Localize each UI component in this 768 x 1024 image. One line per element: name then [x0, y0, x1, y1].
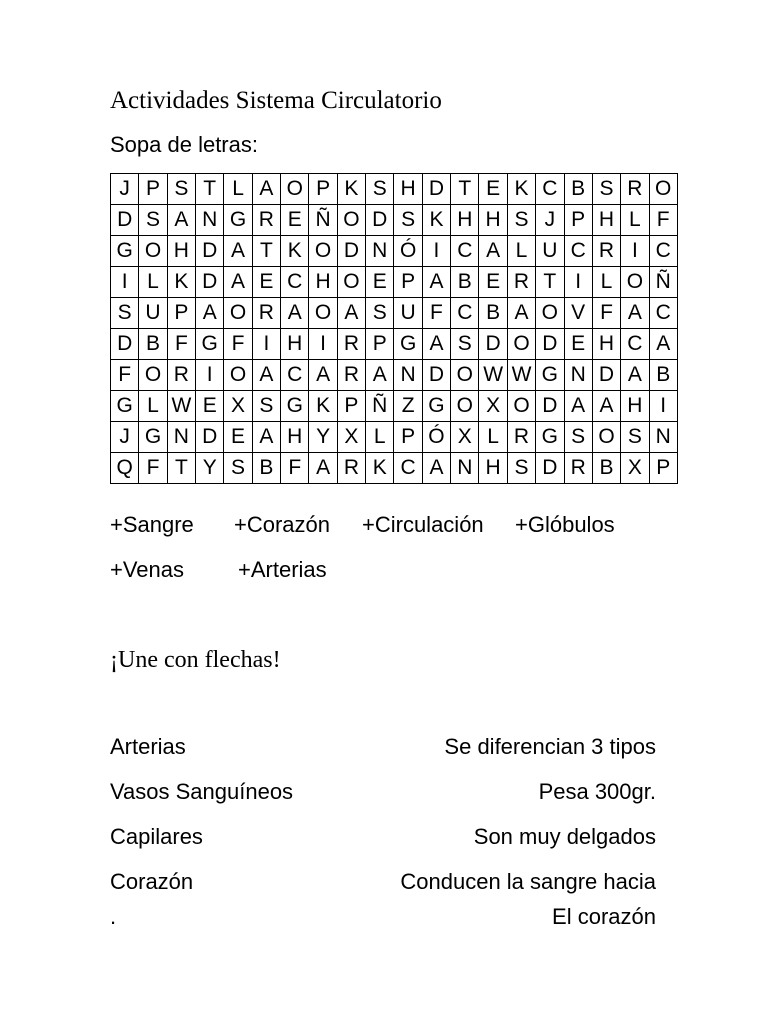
grid-cell: F [139, 453, 167, 484]
grid-cell: Y [196, 453, 224, 484]
matching-row [110, 868, 656, 896]
grid-cell: Q [111, 453, 139, 484]
grid-cell: B [592, 453, 620, 484]
matching-row [110, 903, 656, 931]
grid-cell: A [366, 360, 394, 391]
grid-cell: B [252, 453, 280, 484]
grid-cell: A [422, 453, 450, 484]
grid-cell: L [507, 236, 535, 267]
grid-cell: C [649, 236, 677, 267]
grid-cell: D [536, 391, 564, 422]
matching-left-term: Arterias [110, 734, 186, 759]
grid-cell: E [281, 205, 309, 236]
grid-cell: R [507, 422, 535, 453]
grid-cell: K [337, 174, 365, 205]
grid-cell: L [592, 267, 620, 298]
grid-cell: X [224, 391, 252, 422]
grid-cell: A [224, 236, 252, 267]
grid-cell: E [479, 267, 507, 298]
matching-left-term: Vasos Sanguíneos [110, 779, 294, 804]
page-title: Actividades Sistema Circulatorio [110, 87, 442, 114]
grid-cell: C [621, 329, 649, 360]
grid-cell: O [224, 298, 252, 329]
grid-cell: F [111, 360, 139, 391]
grid-cell: A [621, 298, 649, 329]
grid-cell: J [536, 205, 564, 236]
grid-cell: L [224, 174, 252, 205]
grid-cell: S [592, 174, 620, 205]
grid-cell: P [366, 329, 394, 360]
grid-cell: H [394, 174, 422, 205]
grid-cell: A [224, 267, 252, 298]
grid-cell: R [337, 329, 365, 360]
grid-cell: O [224, 360, 252, 391]
grid-cell: O [507, 329, 535, 360]
word-list-item: +Sangre [110, 512, 194, 537]
grid-cell: P [337, 391, 365, 422]
grid-cell: C [564, 236, 592, 267]
grid-cell: Y [309, 422, 337, 453]
grid-cell: O [451, 391, 479, 422]
grid-cell: S [224, 453, 252, 484]
grid-cell: S [451, 329, 479, 360]
grid-cell: R [252, 298, 280, 329]
grid-cell: D [337, 236, 365, 267]
grid-cell: G [111, 236, 139, 267]
matching-right-definition: Son muy delgados [473, 824, 656, 849]
grid-cell: P [139, 174, 167, 205]
grid-cell: S [394, 205, 422, 236]
grid-cell: B [479, 298, 507, 329]
grid-cell: S [139, 205, 167, 236]
grid-cell: D [422, 174, 450, 205]
grid-cell: G [536, 422, 564, 453]
grid-cell: N [196, 205, 224, 236]
grid-cell: O [592, 422, 620, 453]
grid-cell: U [139, 298, 167, 329]
grid-cell: I [309, 329, 337, 360]
grid-row [111, 174, 678, 205]
grid-cell: F [167, 329, 195, 360]
grid-cell: R [507, 267, 535, 298]
matching-left-term: Corazón [110, 869, 194, 894]
grid-cell: Ó [394, 236, 422, 267]
grid-cell: G [224, 205, 252, 236]
grid-cell: A [252, 422, 280, 453]
grid-cell: P [394, 422, 422, 453]
grid-cell: C [394, 453, 422, 484]
grid-cell: N [451, 453, 479, 484]
grid-cell: T [451, 174, 479, 205]
grid-cell: C [536, 174, 564, 205]
word-search-grid [110, 173, 678, 484]
grid-cell: R [592, 236, 620, 267]
grid-cell: I [649, 391, 677, 422]
grid-cell: N [366, 236, 394, 267]
matching-right-definition: El corazón [552, 904, 656, 929]
grid-cell: K [167, 267, 195, 298]
grid-cell: B [451, 267, 479, 298]
grid-cell: O [337, 205, 365, 236]
grid-cell: H [281, 329, 309, 360]
grid-cell: D [366, 205, 394, 236]
grid-cell: I [621, 236, 649, 267]
grid-cell: I [422, 236, 450, 267]
grid-cell: Ó [422, 422, 450, 453]
grid-cell: A [252, 360, 280, 391]
grid-cell: E [196, 391, 224, 422]
word-list-item: +Corazón [234, 512, 331, 537]
grid-cell: S [564, 422, 592, 453]
grid-cell: L [621, 205, 649, 236]
grid-cell: B [564, 174, 592, 205]
grid-cell: O [536, 298, 564, 329]
grid-row [111, 391, 678, 422]
grid-cell: H [621, 391, 649, 422]
grid-cell: H [451, 205, 479, 236]
grid-cell: A [649, 329, 677, 360]
grid-cell: U [536, 236, 564, 267]
grid-cell: C [281, 360, 309, 391]
matching-heading: ¡Une con flechas! [110, 647, 281, 673]
grid-cell: I [111, 267, 139, 298]
grid-cell: O [649, 174, 677, 205]
grid-cell: S [507, 205, 535, 236]
grid-cell: X [621, 453, 649, 484]
grid-cell: D [592, 360, 620, 391]
grid-cell: G [536, 360, 564, 391]
grid-cell: T [167, 453, 195, 484]
grid-cell: O [139, 236, 167, 267]
grid-cell: E [564, 329, 592, 360]
grid-cell: R [621, 174, 649, 205]
grid-cell: A [507, 298, 535, 329]
grid-cell: J [111, 422, 139, 453]
grid-cell: P [394, 267, 422, 298]
grid-cell: O [621, 267, 649, 298]
grid-cell: O [507, 391, 535, 422]
grid-cell: F [592, 298, 620, 329]
matching-row [110, 823, 656, 851]
grid-cell: C [451, 298, 479, 329]
matching-row [110, 778, 656, 806]
grid-cell: A [422, 267, 450, 298]
grid-cell: O [309, 236, 337, 267]
grid-cell: L [139, 391, 167, 422]
grid-cell: S [111, 298, 139, 329]
grid-cell: F [422, 298, 450, 329]
grid-cell: S [252, 391, 280, 422]
grid-cell: D [536, 329, 564, 360]
grid-cell: X [479, 391, 507, 422]
grid-cell: O [309, 298, 337, 329]
grid-cell: D [111, 329, 139, 360]
grid-cell: K [422, 205, 450, 236]
grid-cell: A [167, 205, 195, 236]
grid-cell: T [196, 174, 224, 205]
grid-row [111, 329, 678, 360]
grid-cell: A [309, 453, 337, 484]
grid-cell: A [564, 391, 592, 422]
grid-cell: A [281, 298, 309, 329]
grid-cell: O [337, 267, 365, 298]
grid-cell: A [252, 174, 280, 205]
grid-cell: D [111, 205, 139, 236]
grid-cell: G [196, 329, 224, 360]
matching-right-definition: Se diferencian 3 tipos [444, 734, 656, 759]
grid-row [111, 267, 678, 298]
grid-cell: R [564, 453, 592, 484]
grid-cell: W [507, 360, 535, 391]
word-list-item: +Venas [110, 557, 185, 582]
grid-cell: A [479, 236, 507, 267]
grid-row [111, 422, 678, 453]
grid-cell: G [281, 391, 309, 422]
grid-cell: R [337, 360, 365, 391]
word-list-item: +Glóbulos [515, 512, 615, 537]
grid-cell: D [479, 329, 507, 360]
grid-cell: C [451, 236, 479, 267]
grid-cell: H [592, 329, 620, 360]
grid-cell: I [252, 329, 280, 360]
grid-cell: N [564, 360, 592, 391]
grid-cell: B [139, 329, 167, 360]
grid-cell: H [309, 267, 337, 298]
matching-right-definition: Pesa 300gr. [538, 779, 656, 804]
grid-cell: C [281, 267, 309, 298]
grid-cell: Ñ [309, 205, 337, 236]
grid-cell: K [507, 174, 535, 205]
grid-cell: G [394, 329, 422, 360]
word-list-item: +Arterias [238, 557, 327, 582]
grid-cell: H [167, 236, 195, 267]
grid-cell: W [479, 360, 507, 391]
grid-cell: P [309, 174, 337, 205]
grid-cell: E [252, 267, 280, 298]
grid-cell: R [252, 205, 280, 236]
grid-cell: K [281, 236, 309, 267]
grid-row [111, 205, 678, 236]
grid-cell: K [309, 391, 337, 422]
grid-cell: I [564, 267, 592, 298]
word-list-item: +Circulación [362, 512, 484, 537]
grid-cell: D [196, 267, 224, 298]
grid-cell: S [167, 174, 195, 205]
grid-cell: F [281, 453, 309, 484]
grid-cell: B [649, 360, 677, 391]
matching-left-term: Capilares [110, 824, 203, 849]
grid-cell: W [167, 391, 195, 422]
grid-cell: J [111, 174, 139, 205]
grid-cell: E [224, 422, 252, 453]
grid-cell: N [649, 422, 677, 453]
grid-cell: O [139, 360, 167, 391]
grid-row [111, 453, 678, 484]
word-search-heading: Sopa de letras: [110, 132, 258, 157]
grid-cell: N [394, 360, 422, 391]
grid-cell: G [111, 391, 139, 422]
grid-cell: U [394, 298, 422, 329]
grid-cell: H [592, 205, 620, 236]
grid-cell: H [479, 205, 507, 236]
grid-cell: H [479, 453, 507, 484]
grid-cell: R [337, 453, 365, 484]
grid-cell: X [337, 422, 365, 453]
grid-cell: O [281, 174, 309, 205]
grid-cell: F [224, 329, 252, 360]
grid-cell: C [649, 298, 677, 329]
grid-cell: I [196, 360, 224, 391]
grid-cell: A [337, 298, 365, 329]
grid-cell: L [139, 267, 167, 298]
grid-cell: E [366, 267, 394, 298]
grid-cell: F [649, 205, 677, 236]
grid-cell: R [167, 360, 195, 391]
grid-cell: D [196, 236, 224, 267]
grid-cell: L [479, 422, 507, 453]
matching-row [110, 733, 656, 761]
grid-cell: S [366, 174, 394, 205]
grid-cell: A [196, 298, 224, 329]
grid-cell: Ñ [366, 391, 394, 422]
grid-row [111, 236, 678, 267]
grid-cell: V [564, 298, 592, 329]
grid-cell: L [366, 422, 394, 453]
grid-cell: G [422, 391, 450, 422]
grid-row [111, 298, 678, 329]
grid-cell: A [621, 360, 649, 391]
grid-cell: D [536, 453, 564, 484]
grid-cell: A [422, 329, 450, 360]
grid-row [111, 360, 678, 391]
grid-cell: S [621, 422, 649, 453]
grid-cell: A [592, 391, 620, 422]
grid-cell: P [167, 298, 195, 329]
grid-cell: T [536, 267, 564, 298]
grid-cell: E [479, 174, 507, 205]
grid-cell: H [281, 422, 309, 453]
grid-cell: T [252, 236, 280, 267]
grid-cell: X [451, 422, 479, 453]
grid-cell: P [649, 453, 677, 484]
grid-cell: Ñ [649, 267, 677, 298]
grid-cell: D [422, 360, 450, 391]
grid-cell: G [139, 422, 167, 453]
grid-cell: O [451, 360, 479, 391]
grid-cell: D [196, 422, 224, 453]
matching-right-definition: Conducen la sangre hacia [400, 869, 656, 894]
grid-cell: N [167, 422, 195, 453]
grid-cell: S [507, 453, 535, 484]
grid-cell: P [564, 205, 592, 236]
grid-cell: S [366, 298, 394, 329]
grid-cell: A [309, 360, 337, 391]
grid-cell: K [366, 453, 394, 484]
matching-left-term: . [110, 904, 117, 929]
grid-cell: Z [394, 391, 422, 422]
